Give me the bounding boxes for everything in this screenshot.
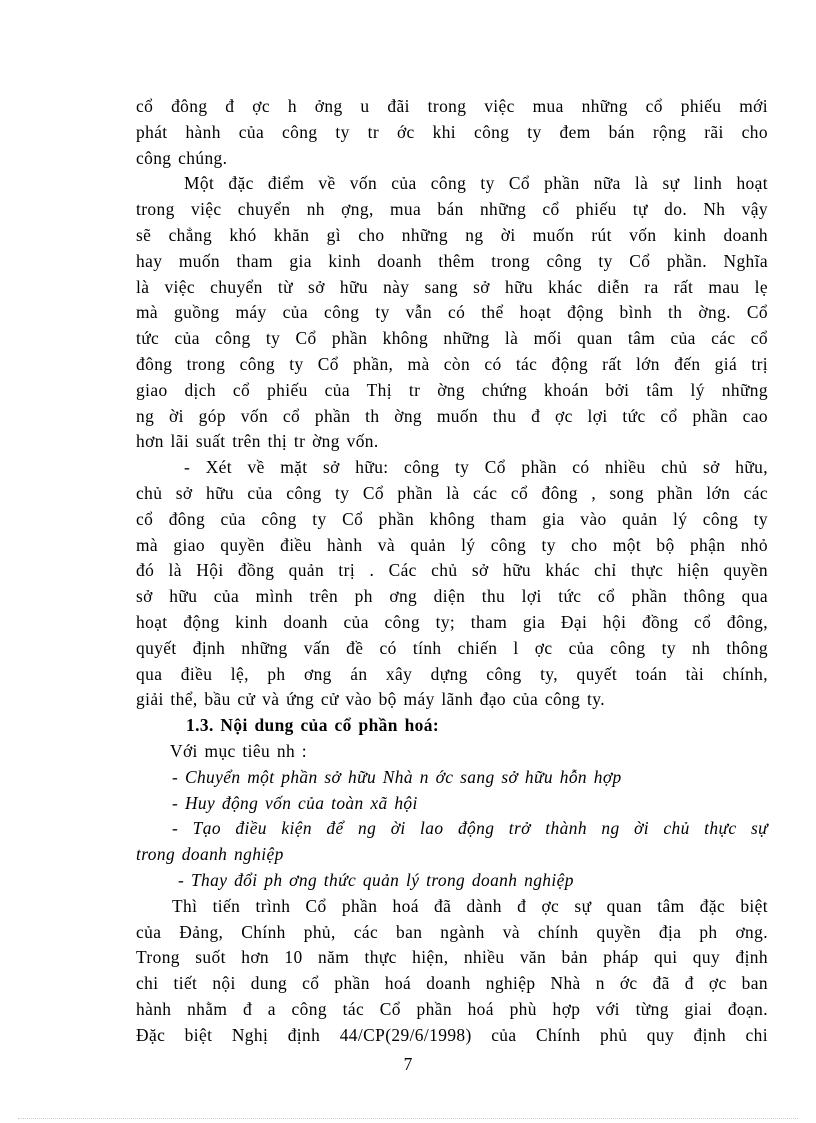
text-line: Thì tiến trình Cổ phần hoá đã dành đ ợc sự quan tâm đặc biệt (172, 895, 768, 916)
text-line: hay muốn tham gia kinh doanh thêm trong công ty Cổ phần. Nghĩa (136, 250, 768, 271)
text-line: là việc chuyển từ sở hữu này sang sở hữu khác diễn ra rất mau lẹ (136, 276, 768, 297)
text-line: sở hữu của mình trên ph ơng diện thu lợi tức cổ phần thông qua (136, 586, 768, 607)
text-line: của Đảng, Chính phủ, các ban ngành và chính quyền địa ph ơng. (136, 921, 768, 942)
text-line: Với mục tiêu nh : (170, 740, 308, 761)
text-line: hơn lãi suất trên thị tr ờng vốn. (136, 431, 379, 452)
text-line: Trong suốt hơn 10 năm thực hiện, nhiều văn bản pháp qui quy định (136, 947, 768, 968)
text-line: hành nhằm đ a công tác Cổ phần hoá phù hợp với từng giai đoạn. (136, 998, 768, 1019)
text-line: qua điều lệ, ph ơng án xây dựng công ty, quyết toán tài chính, (136, 663, 768, 684)
list-item: - Tạo điều kiện để ng ời lao động trở thành ng ời chủ thực sự (172, 818, 768, 839)
list-item: - Thay đổi ph ơng thức quản lý trong doanh nghiệp (178, 869, 574, 890)
text-line: cổ đông của công ty Cổ phần không tham gia vào quản lý công ty (136, 508, 768, 529)
text-line: hoạt động kinh doanh của công ty; tham gia Đại hội đồng cổ đông, (136, 611, 768, 632)
text-line: phát hành của công ty tr ớc khi công ty đem bán rộng rãi cho (136, 121, 768, 142)
text-line: cổ đông đ ợc h ởng u đãi trong việc mua những cổ phiếu mới (136, 96, 768, 116)
text-line: mà guồng máy của công ty vẫn có thể hoạt động bình th ờng. Cổ (136, 302, 768, 323)
text-line: - Xét về mặt sở hữu: công ty Cổ phần có nhiều chủ sở hữu, (184, 457, 768, 478)
text-line: ng ời góp vốn cổ phần th ờng muốn thu đ ợc lợi tức cổ phần cao (136, 405, 768, 426)
text-line: đó là Hội đồng quản trị . Các chủ sở hữu khác chỉ thực hiện quyền (136, 560, 768, 581)
text-line: trong việc chuyển nh ợng, mua bán những cổ phiếu tự do. Nh vậy (136, 199, 768, 220)
text-line: tức của công ty Cổ phần không những là mối quan tâm của các cổ (136, 328, 768, 349)
text-line: Một đặc điểm về vốn của công ty Cổ phần nữa là sự linh hoạt (184, 173, 768, 194)
text-line: Đặc biệt Nghị định 44/CP(29/6/1998) của Chính phủ quy định chi (136, 1024, 768, 1045)
text-line: chủ sở hữu của công ty Cổ phần là các cổ đông , song phần lớn các (136, 482, 768, 503)
text-line: mà giao quyền điều hành và quản lý công ty cho một bộ phận nhỏ (136, 534, 768, 555)
page-number: 7 (403, 1054, 413, 1074)
text-line: quyết định những vấn đề có tính chiến l ợc của công ty nh thông (136, 637, 768, 658)
list-item: - Huy động vốn của toàn xã hội (172, 792, 418, 813)
text-line: giải thể, bầu cử và ứng cử vào bộ máy lãnh đạo của công ty. (136, 689, 605, 710)
text-line: sẽ chẳng khó khăn gì cho những ng ời muốn rút vốn kinh doanh (136, 224, 768, 245)
list-item: trong doanh nghiệp (136, 844, 284, 865)
page-bottom-rule (18, 1118, 798, 1119)
text-line: chi tiết nội dung cổ phần hoá doanh nghiệp Nhà n ớc đã đ ợc ban (136, 973, 768, 994)
text-line: công chúng. (136, 147, 228, 168)
document-body (136, 94, 768, 1048)
text-line: giao dịch cổ phiếu của Thị tr ờng chứng khoán bởi tâm lý những (136, 379, 768, 400)
text-line: đông trong công ty Cổ phần, mà còn có tác động rất lớn đến giá trị (136, 353, 768, 374)
section-heading: 1.3. Nội dung của cổ phần hoá: (186, 715, 440, 736)
list-item: - Chuyển một phần sở hữu Nhà n ớc sang sở hữu hỗn hợp (172, 766, 622, 787)
